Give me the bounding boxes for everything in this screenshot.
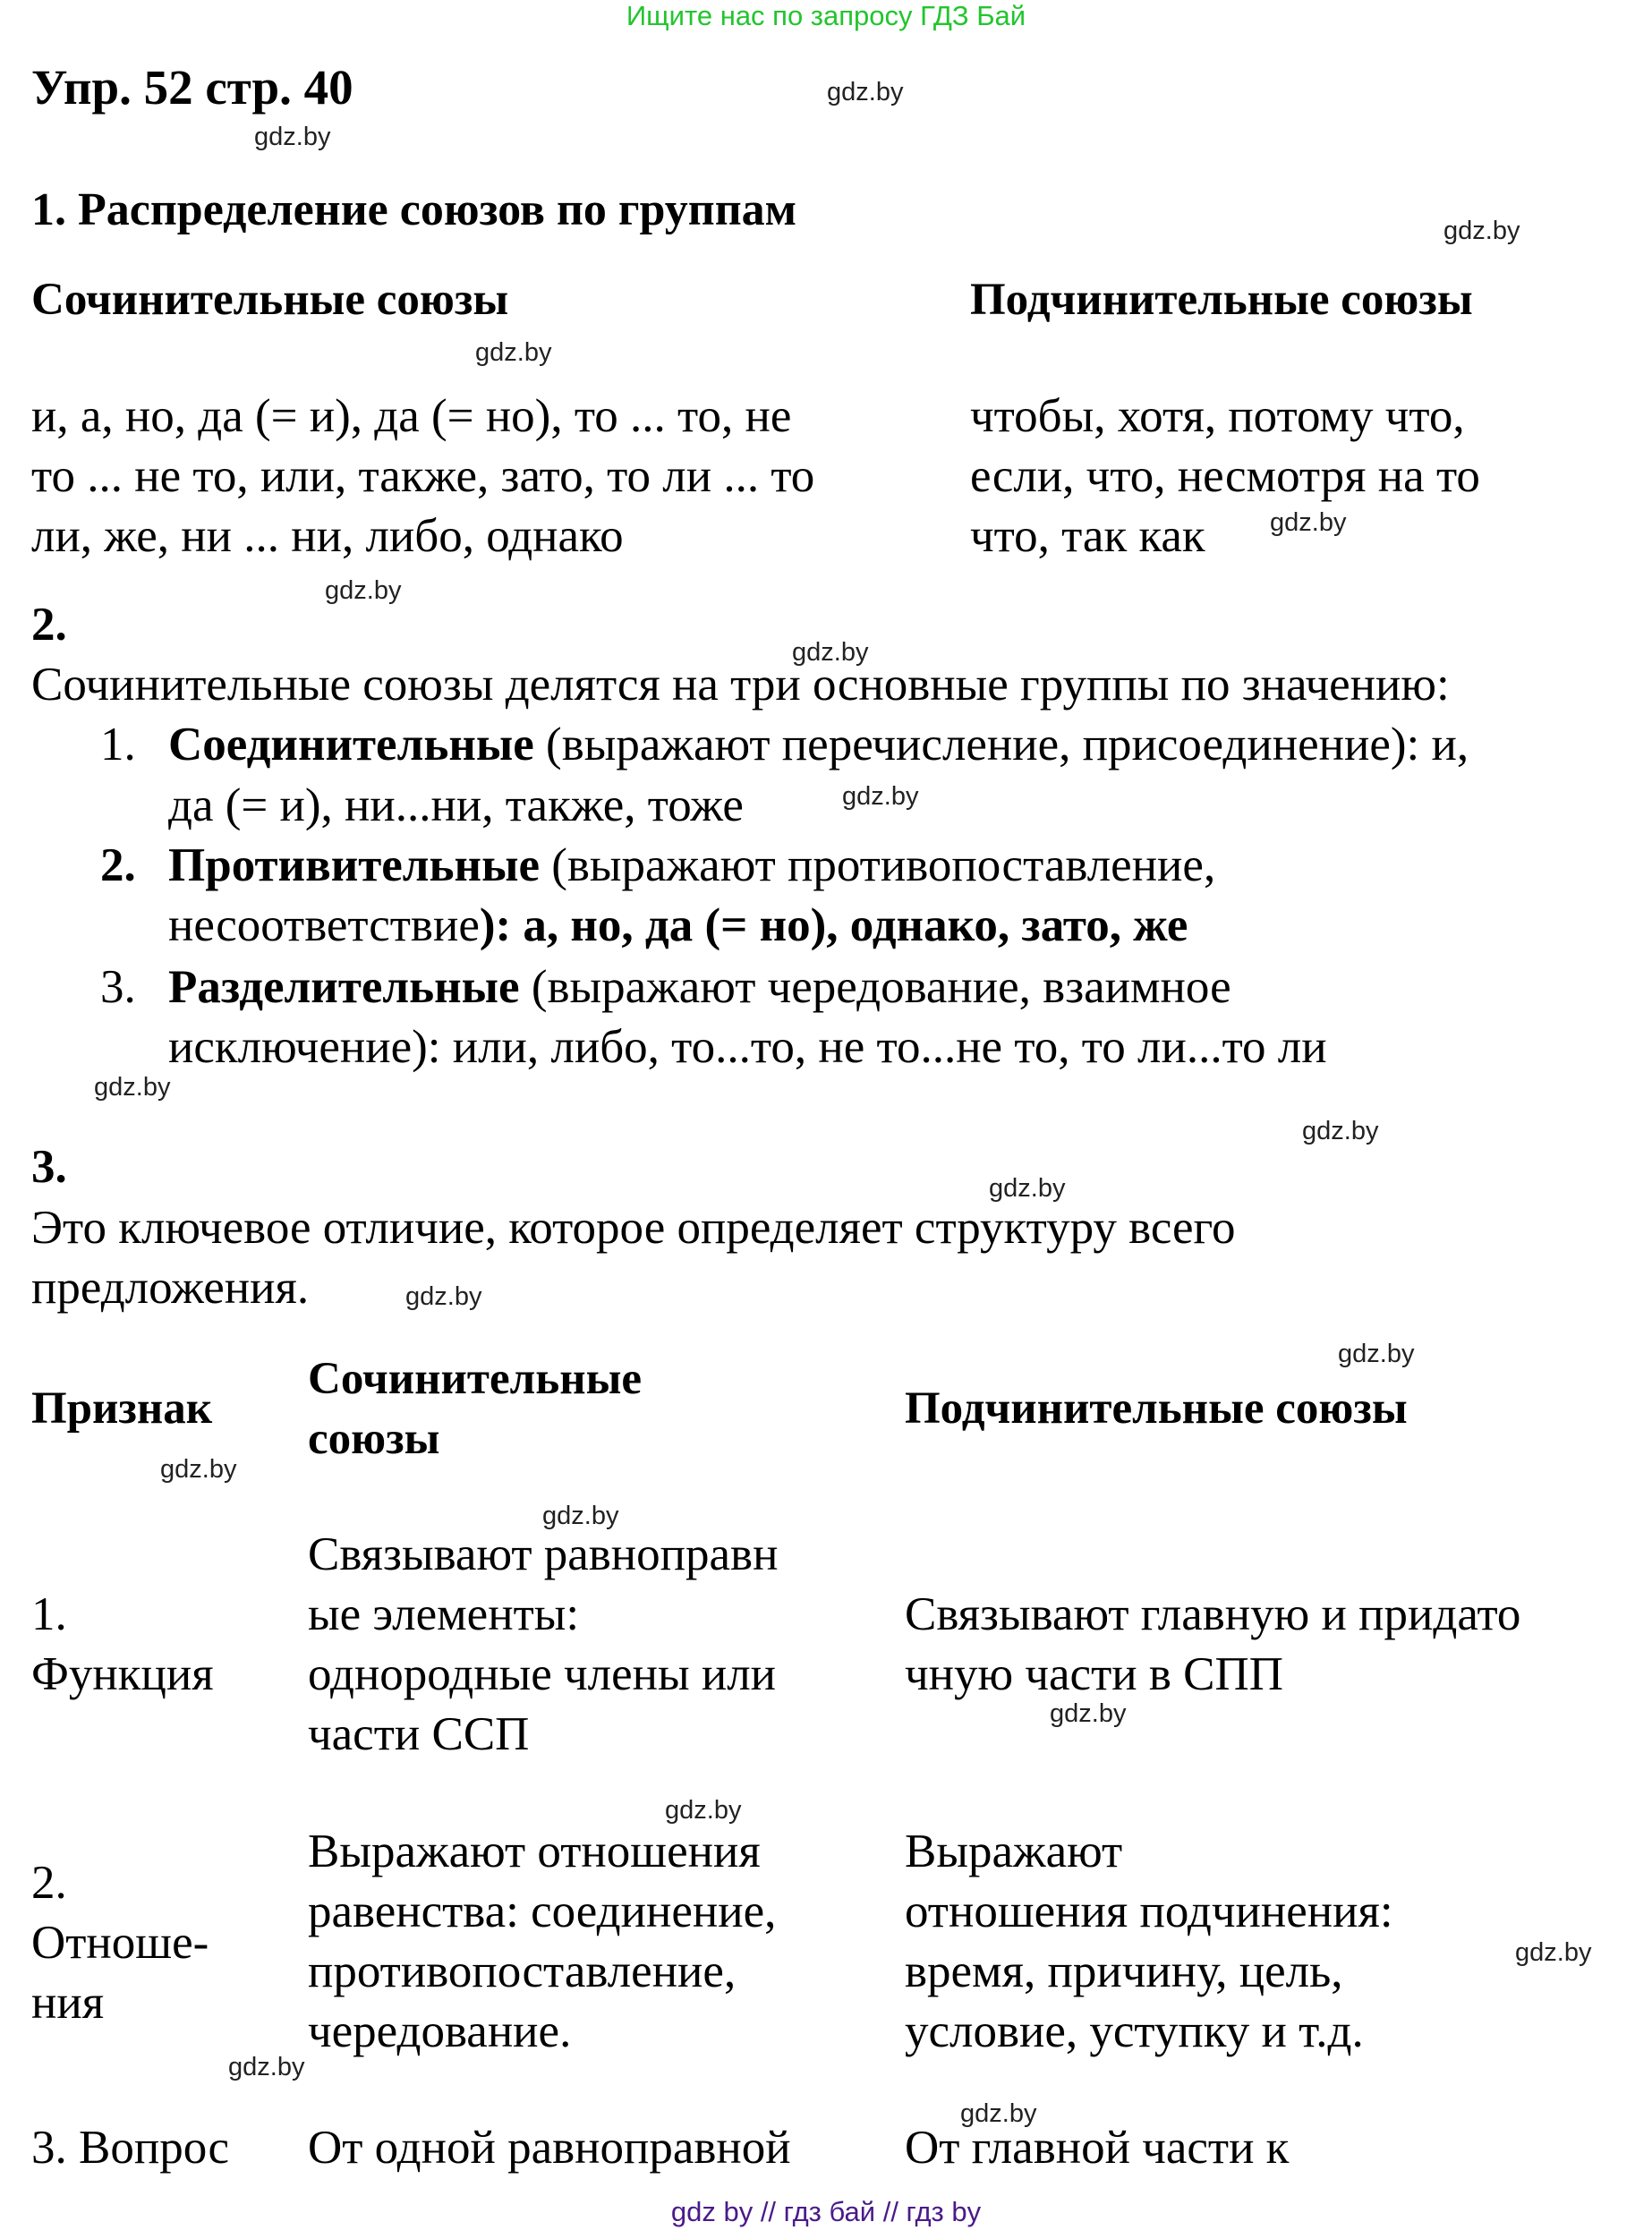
subordinating-list: [970, 387, 1480, 566]
cell-line: противопоставление,: [308, 1945, 737, 1997]
table-row-1-coordinating: [308, 1525, 778, 1765]
section3-paragraph: [31, 1198, 1235, 1318]
description: (выражают чередование, взаимное: [519, 961, 1231, 1013]
watermark: gdz.by: [1515, 1938, 1592, 1967]
watermark: gdz.by: [842, 782, 919, 811]
watermark: gdz.by: [989, 1174, 1066, 1203]
header-line: Сочинительные: [308, 1354, 643, 1404]
subordinating-header: Подчинительные союзы: [970, 275, 1473, 325]
section2-intro: Сочинительные союзы делятся на три основные группы по значению:: [31, 659, 1450, 711]
label-line: 2.: [31, 1857, 67, 1909]
watermark: gdz.by: [475, 338, 552, 367]
table-header-coordinating: [308, 1349, 642, 1469]
label-line: 1.: [31, 1588, 67, 1640]
cell-line: Связывают главную и придато: [905, 1588, 1521, 1640]
table-header-feature: Признак: [31, 1383, 213, 1434]
page-title: Упр. 52 стр. 40: [31, 60, 353, 115]
cell-line: ые элементы:: [308, 1588, 580, 1640]
table-row-2-coordinating: [308, 1822, 776, 2062]
watermark: gdz.by: [792, 638, 869, 667]
text-line: предложения.: [31, 1262, 310, 1314]
watermark: gdz.by: [254, 123, 331, 151]
list-number: 2.: [100, 839, 136, 891]
description: несоответствие: [168, 899, 480, 951]
watermark: gdz.by: [160, 1455, 237, 1484]
watermark: gdz.by: [1302, 1117, 1379, 1145]
description: (выражают перечисление, присоединение): и,: [533, 719, 1469, 770]
watermark: gdz.by: [665, 1796, 742, 1825]
text-line: Это ключевое отличие, которое определяет структуру всего: [31, 1202, 1236, 1254]
list-item-line: исключение): или, либо, то...то, не то...не то, то ли...то ли: [168, 1021, 1327, 1073]
table-row-3-coordinating: От одной равноправной: [308, 2122, 791, 2174]
footer-links: gdz by // гдз бай // гдз by: [670, 2196, 982, 2227]
table-row-3-subordinating: От главной части к: [905, 2122, 1290, 2174]
cell-line: чную части в СПП: [905, 1648, 1284, 1700]
term: Разделительные: [168, 961, 520, 1013]
conjunctions: ): а, но, да (= но), однако, зато, же: [479, 899, 1188, 951]
watermark: gdz.by: [1338, 1340, 1415, 1368]
watermark: gdz.by: [325, 576, 402, 605]
watermark: gdz.by: [94, 1073, 171, 1102]
watermark: gdz.by: [1050, 1699, 1127, 1728]
table-row-2-subordinating: [905, 1822, 1393, 2062]
table-row-1-label: [31, 1585, 214, 1705]
text-line: что, так как: [970, 510, 1205, 562]
text-line: то ... не то, или, также, зато, то ли ... то: [31, 450, 815, 502]
coordinating-list: [31, 387, 814, 566]
text-line: чтобы, хотя, потому что,: [970, 390, 1465, 442]
text-line: ли, же, ни ... ни, либо, однако: [31, 510, 624, 562]
cell-line: части ССП: [308, 1708, 530, 1760]
cell-line: условие, уступку и т.д.: [905, 2005, 1364, 2057]
watermark: gdz.by: [405, 1282, 482, 1311]
text-line: и, а, но, да (= и), да (= но), то ... то, не: [31, 390, 792, 442]
description: (выражают противопоставление,: [540, 839, 1216, 891]
list-number: 3.: [100, 961, 136, 1013]
cell-line: Связывают равноправн: [308, 1528, 779, 1580]
label-line: Отноше-: [31, 1917, 209, 1969]
table-header-subordinating: Подчинительные союзы: [905, 1383, 1408, 1434]
table-row-1-subordinating: [905, 1585, 1520, 1705]
label-line: Функция: [31, 1648, 214, 1700]
watermark: gdz.by: [1443, 217, 1520, 245]
term: Противительные: [168, 839, 540, 891]
list-item-line: да (= и), ни...ни, также, тоже: [168, 779, 744, 831]
watermark: gdz.by: [228, 2053, 305, 2081]
watermark: gdz.by: [827, 78, 904, 106]
cell-line: Выражают: [905, 1826, 1123, 1877]
list-number: 1.: [100, 719, 136, 770]
header-line: союзы: [308, 1414, 440, 1464]
table-row-3-label: 3. Вопрос: [31, 2122, 230, 2174]
term: Соединительные: [168, 719, 534, 770]
table-row-2-label: [31, 1853, 209, 2033]
list-item-connective: [168, 715, 1469, 775]
list-item-line: [168, 896, 1188, 956]
coordinating-header: Сочинительные союзы: [31, 275, 509, 325]
cell-line: равенства: соединение,: [308, 1885, 777, 1937]
text-line: если, что, несмотря на то: [970, 450, 1480, 502]
list-item-adversative: [168, 836, 1215, 896]
section2-number: 2.: [31, 599, 67, 651]
search-banner: Ищите нас по запросу ГДЗ Бай: [626, 0, 1026, 31]
watermark: gdz.by: [542, 1502, 619, 1530]
list-item-disjunctive: [168, 958, 1231, 1017]
section1-heading: 1. Распределение союзов по группам: [31, 184, 797, 235]
cell-line: чередование.: [308, 2005, 572, 2057]
cell-line: отношения подчинения:: [905, 1885, 1393, 1937]
cell-line: Выражают отношения: [308, 1826, 761, 1877]
section3-number: 3.: [31, 1141, 67, 1193]
watermark: gdz.by: [960, 2099, 1037, 2128]
cell-line: время, причину, цель,: [905, 1945, 1343, 1997]
label-line: ния: [31, 1977, 105, 2029]
watermark: gdz.by: [1270, 508, 1347, 537]
cell-line: однородные члены или: [308, 1648, 777, 1700]
